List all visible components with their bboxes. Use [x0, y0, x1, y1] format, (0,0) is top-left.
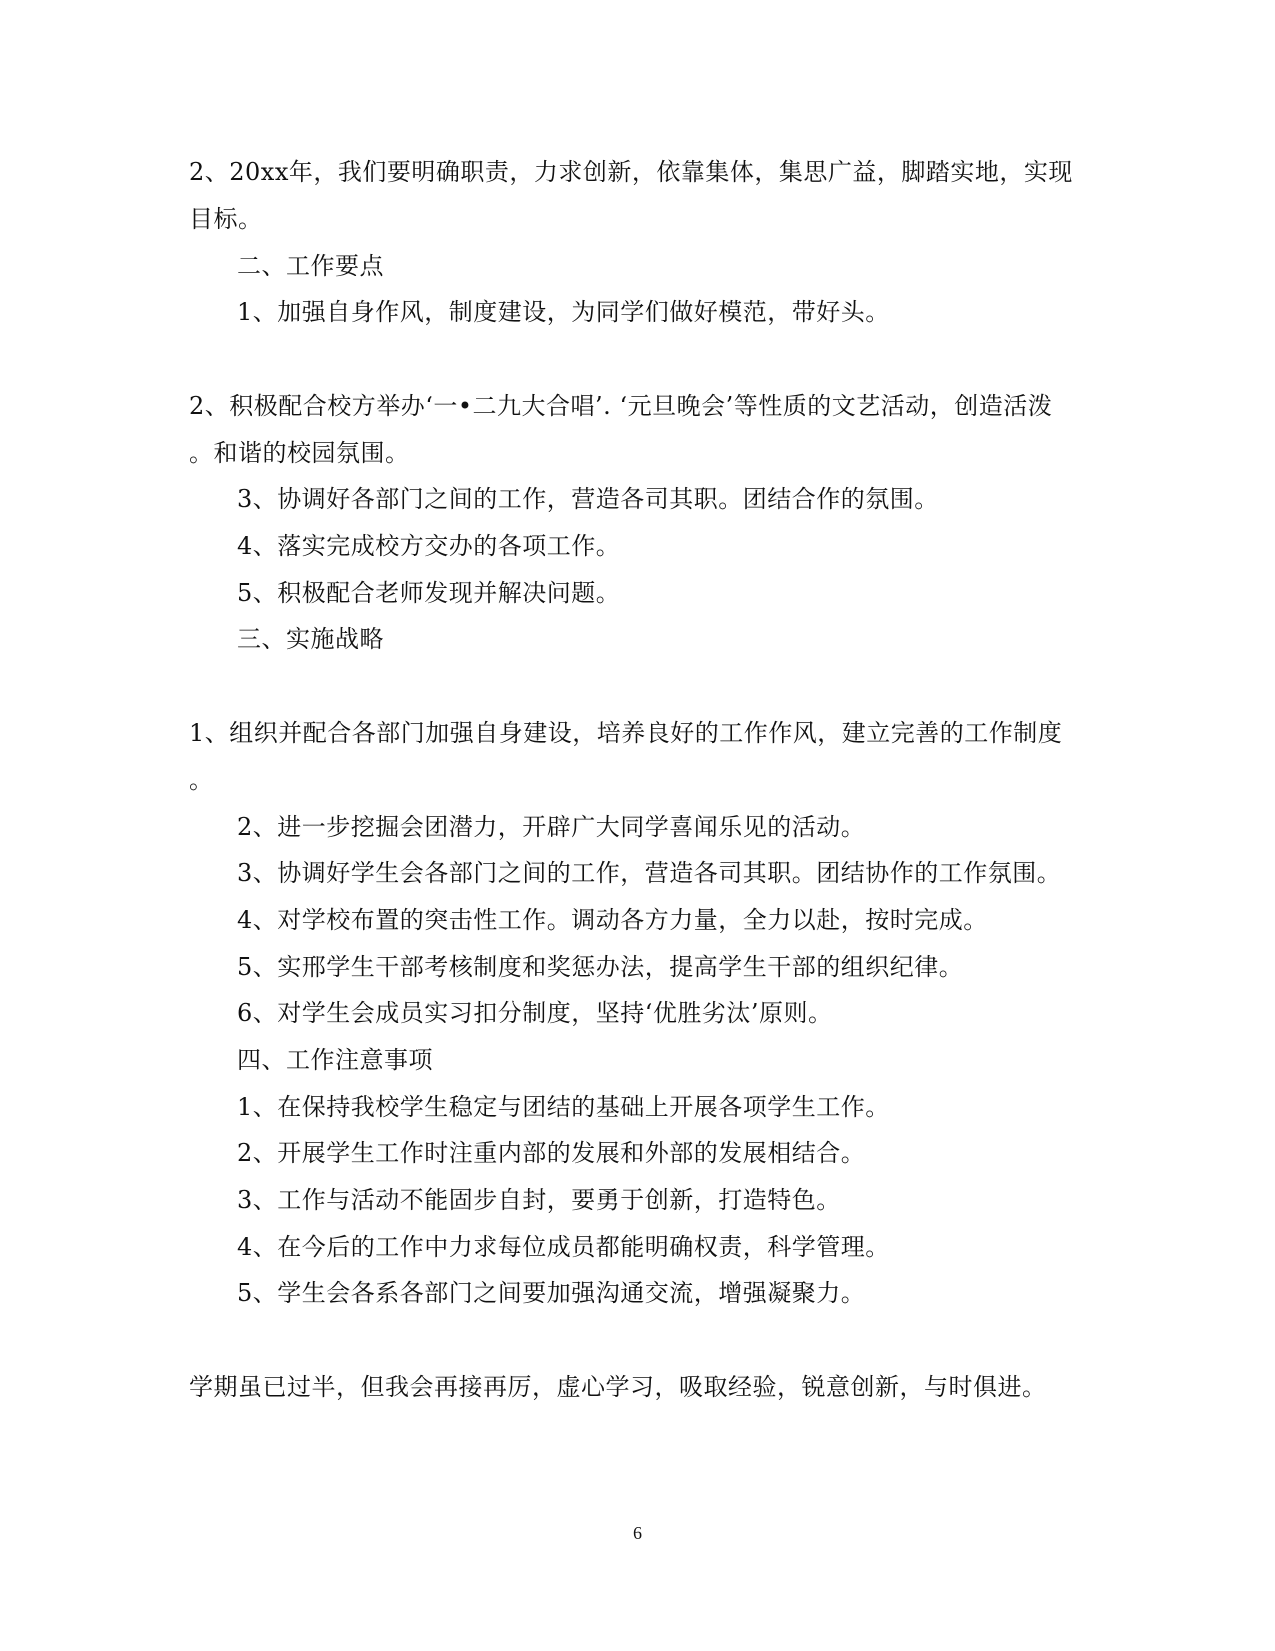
text-line: 6、对学生会成员实习扣分制度，坚持‘优胜劣汰’原则。 [237, 999, 833, 1027]
text-line: 1、在保持我校学生稳定与团结的基础上开展各项学生工作。 [237, 1093, 890, 1121]
section-heading: 三、实施战略 [237, 625, 384, 653]
text-line: 4、落实完成校方交办的各项工作。 [237, 532, 621, 560]
section-heading: 四、工作注意事项 [237, 1046, 433, 1074]
page-number: 6 [633, 1523, 642, 1543]
text-line: 。和谐的校园氛围。 [189, 439, 410, 467]
text-line: 5、积极配合老师发现并解决问题。 [237, 579, 621, 607]
text-line: 学期虽已过半，但我会再接再厉，虚心学习，吸取经验，锐意创新，与时俱进。 [189, 1373, 1047, 1401]
text-line: 5、实邢学生干部考核制度和奖惩办法，提高学生干部的组织纪律。 [237, 953, 964, 981]
text-line: 4、对学校布置的突击性工作。调动各方力量，全力以赴，按时完成。 [237, 906, 988, 934]
text-line: 3、协调好各部门之间的工作，营造各司其职。团结合作的氛围。 [237, 485, 939, 513]
section-heading: 二、工作要点 [237, 252, 384, 280]
text-line: 。 [189, 766, 214, 794]
text-line: 3、工作与活动不能固步自封，要勇于创新，打造特色。 [237, 1186, 841, 1214]
text-line: 5、学生会各系各部门之间要加强沟通交流，增强凝聚力。 [237, 1279, 866, 1307]
text-line: 2、积极配合校方举办‘一•二九大合唱’. ‘元旦晚会’等性质的文艺活动，创造活泼 [189, 392, 1053, 420]
text-line: 2、开展学生工作时注重内部的发展和外部的发展相结合。 [237, 1139, 866, 1167]
text-line: 4、在今后的工作中力求每位成员都能明确权责，科学管理。 [237, 1233, 890, 1261]
text-line: 2、进一步挖掘会团潜力，开辟广大同学喜闻乐见的活动。 [237, 813, 866, 841]
text-line: 1、组织并配合各部门加强自身建设，培养良好的工作作风，建立完善的工作制度 [189, 719, 1063, 747]
text-line: 2、20xx年，我们要明确职责，力求创新，依靠集体，集思广益，脚踏实地，实现 [189, 158, 1073, 186]
text-line: 3、协调好学生会各部门之间的工作，营造各司其职。团结协作的工作氛围。 [237, 859, 1062, 887]
text-line: 目标。 [189, 205, 263, 233]
text-line: 1、加强自身作风，制度建设，为同学们做好模范，带好头。 [237, 298, 890, 326]
